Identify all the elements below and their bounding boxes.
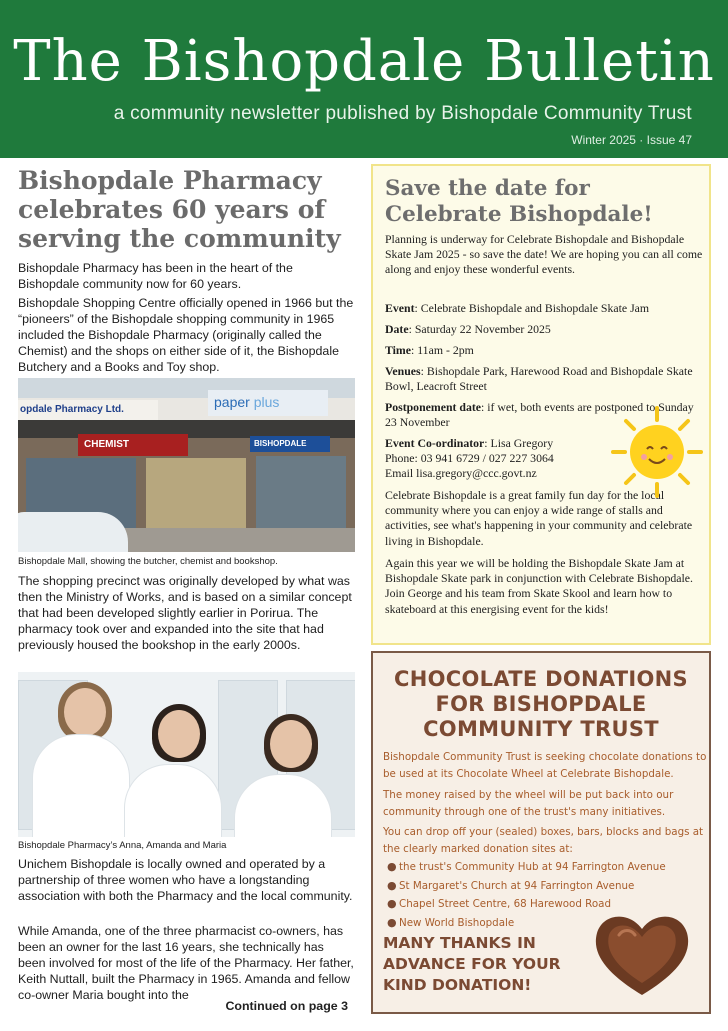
event-postponement-line: Postponement date: if wet, both events are postponed to Sunday 23 November [385,400,694,430]
event-coordinator-line: Event Co-ordinator: Lisa Gregory [385,436,554,450]
chocolate-heart-icon [589,905,695,1001]
bishopdale-sign: BISHOPDALE [250,436,330,452]
article-paragraph: Unichem Bishopdale is locally owned and operated by a partnership of three women who have a longstanding association with both the Pharmacy and the local community. [18,857,353,903]
paper-plus-sign: paper plus [208,390,328,416]
event-phone: Phone: 03 941 6729 / 027 227 3064 [385,451,554,465]
thanks-message: MANY THANKS IN ADVANCE FOR YOUR KIND DONATION! [383,934,561,994]
event-box [371,164,711,645]
chocolate-paragraph: The money raised by the wheel will be put back into our community through one of the trust's many initiatives. [383,789,674,818]
article-paragraph: Bishopdale Pharmacy has been in the heart of the Bishopdale community now for 60 years. [18,261,293,291]
list-item: ● St Margaret's Church at 94 Farrington Avenue [387,877,707,896]
event-date-line: Date: Saturday 22 November 2025 [385,322,551,336]
chocolate-title: CHOCOLATE DONATIONS FOR BISHOPDALE COMMUNITY TRUST [394,667,688,741]
bullet-icon: ● [387,860,397,873]
article-paragraph: The shopping precinct was originally developed by what was then the Ministry of Works, and is based on a similar concept that had been developed slightly earlier in Porirua. The pharmacy took over and expanded into the site that had previously housed the bookshop in the early 2000s. [18,574,352,652]
article-title: Bishopdale Pharmacy celebrates 60 years of serving the community [18,166,341,253]
event-paragraph: Celebrate Bishopdale is a great family fun day for the local community where you can enjoy a wide range of stalls and activities, see what's happening in your community and celebrate living in Bishopdale. [385,488,693,548]
article-paragraph: Bishopdale Shopping Centre officially opened in 1966 but the “pioneers” of the Bishopdale shopping community in 1965 included the Bishopdale Pharmacy (originally called the Chemist) and the shops on either side of it, the Bishopdale Butchery and a Books and Toy shop. [18,296,354,374]
pharmacists-photo [18,672,355,837]
article-title-block [18,166,356,253]
newsletter-title: The Bishopdale Bulletin [13,29,715,94]
bullet-icon: ● [387,897,397,910]
sun-icon [609,404,705,500]
event-email[interactable]: Email lisa.gregory@ccc.govt.nz [385,466,537,480]
list-item: ● the trust's Community Hub at 94 Farrington Avenue [387,858,707,877]
photo-caption: Bishopdale Mall, showing the butcher, chemist and bookshop. [18,556,278,567]
bullet-icon: ● [387,878,397,892]
newsletter-subtitle: a community newsletter published by Bishopdale Community Trust [113,103,692,124]
pharmacist-figure [32,734,130,837]
event-event-line: Event: Celebrate Bishopdale and Bishopdale Skate Jam [385,301,650,315]
event-intro: Planning is underway for Celebrate Bishopdale and Bishopdale Skate Jam 2025 - so save the date! We are hoping you can all come along and enjoy these wonderful events. [385,232,703,277]
masthead [0,0,728,158]
shop-photo [18,378,355,552]
event-venues-line: Venues: Bishopdale Park, Harewood Road and Bishopdale Skate Bowl, Leacroft Street [385,364,693,394]
photo-caption: Bishopdale Pharmacy’s Anna, Amanda and Maria [18,840,227,851]
article-paragraph: While Amanda, one of the three pharmacist co-owners, has been an owner for the last 16 years, she technically has been involved for most of the life of the Pharmacy. Her father, Keith Nuttall, built the Pharmacy in 1965. Amanda and fellow co-owner Maria bought into the [18,924,354,1002]
pharmacy-sign: opdale Pharmacy Ltd. [18,400,158,420]
chemist-sign: CHEMIST [78,434,188,456]
chocolate-paragraph: Bishopdale Community Trust is seeking chocolate donations to be used at its Chocolate Wheel at Celebrate Bishopdale. [383,751,707,780]
event-paragraph: Again this year we will be holding the Bishopdale Skate Jam at Bishopdale Skate park in conjunction with Celebrate Bishopdale. Join George and his team from Skate Skool and learn how to skateboard at this energising event for the kids! [385,556,693,616]
chocolate-donations-box [371,651,711,1014]
event-time-line: Time: 11am - 2pm [385,343,474,357]
chocolate-paragraph: You can drop off your (sealed) boxes, bars, blocks and bags at the clearly marked donation sites at: [383,826,704,855]
issue-label: Winter 2025 · Issue 47 [571,133,692,147]
continued-link[interactable]: Continued on page 3 [225,999,348,1013]
bullet-icon: ● [387,915,397,929]
list-item: ● Chapel Street Centre, 68 Harewood Road [387,895,707,914]
car-image [18,512,128,552]
event-title: Save the date for Celebrate Bishopdale! [385,176,653,227]
list-item: ● New World Bishopdale [387,914,707,933]
pharmacist-figure [124,764,222,837]
